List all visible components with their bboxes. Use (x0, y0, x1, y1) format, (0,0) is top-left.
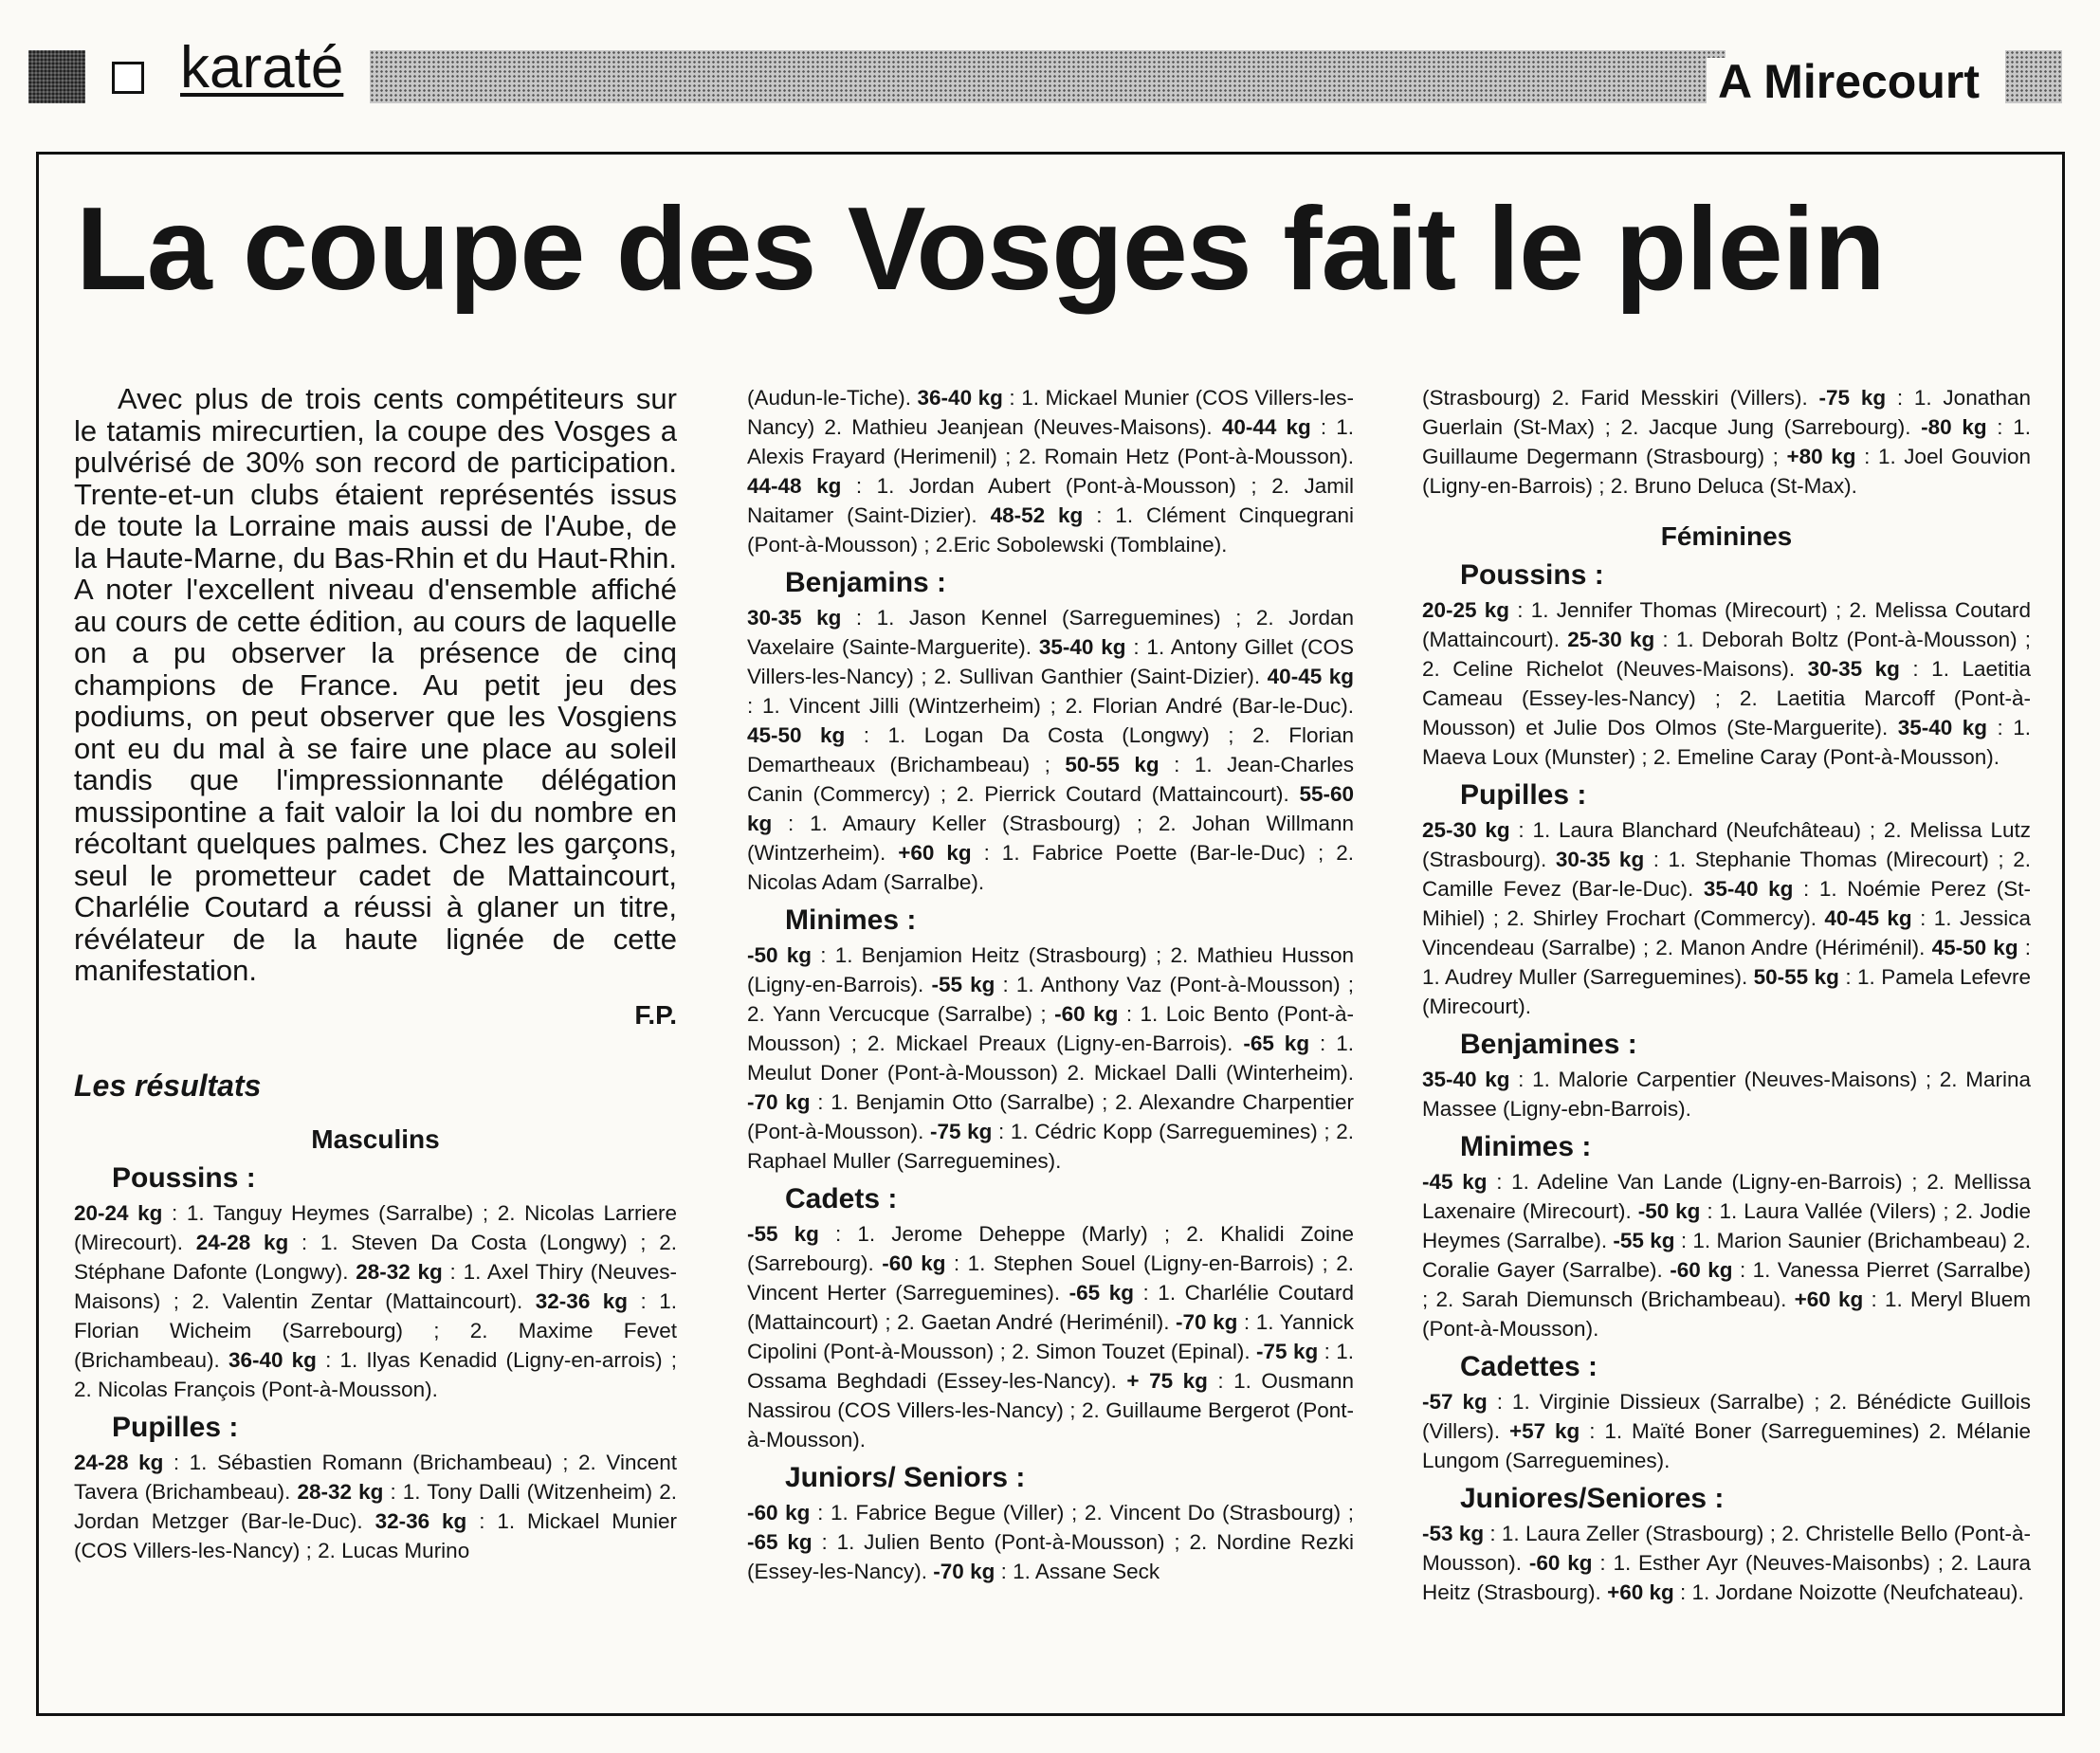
results-paragraph (1422, 1387, 2031, 1475)
results-text: : 1. Ousmann Nassirou (COS Villers-les-Nancy) ; 2. Guillaume Bergerot (Pont-à-Mousson). (747, 1369, 1354, 1452)
weight-class: 32-36 kg (374, 1508, 467, 1533)
weight-class: -53 kg (1422, 1522, 1485, 1545)
results-paragraph (747, 1498, 1354, 1586)
results-text: : 1. Alexis Frayard (Herimenil) ; 2. Romain Hetz (Pont-à-Mousson). (747, 415, 1355, 468)
results-text: : 1. Virginie Dissieux (Sarralbe) ; 2. Bénédicte Guillois (Villers). (1422, 1390, 2032, 1443)
results-text: : 1. Jean-Charles Canin (Commercy) ; 2. Pierrick Coutard (Mattaincourt). (747, 753, 1354, 806)
weight-class: -50 kg (1637, 1199, 1701, 1223)
section-title: karaté (180, 35, 344, 100)
weight-class: 35-40 kg (1422, 1068, 1510, 1091)
weight-class: 30-35 kg (1555, 848, 1645, 871)
header-square-ornament (28, 50, 85, 103)
results-text: : 1. Jennifer Thomas (Mirecourt) ; 2. Melissa Coutard (Mattaincourt). (1422, 598, 2031, 651)
age-group-heading: Minimes : (1460, 1131, 1592, 1162)
results-paragraph (1422, 815, 2031, 1021)
weight-class: 40-44 kg (1221, 415, 1311, 439)
weight-class: +60 kg (898, 841, 972, 865)
weight-class: 36-40 kg (228, 1347, 317, 1372)
age-group-heading: Pupilles : (1460, 779, 1587, 811)
results-text: : 1. Jessica Vincendeau (Sarralbe) ; 2. Manon Andre (Hériménil). (1422, 906, 2031, 959)
results-text: : 1. Laura Blanchard (Neufchâteau) ; 2. Melissa Lutz (Strasbourg). (1422, 818, 2032, 871)
results-text: : 1. Mickael Munier (COS Villers-les-Nancy) ; 2. Lucas Murino (74, 1508, 677, 1562)
column-1 (74, 383, 677, 1565)
weight-class: -65 kg (1243, 1032, 1310, 1055)
results-text: : 1. Meulut Doner (Pont-à-Mousson) 2. Mickael Dalli (Winterheim). (747, 1032, 1354, 1085)
results-text: : 1. Noémie Perez (St-Mihiel) ; 2. Shirley Frochart (Commercy). (1422, 877, 2031, 930)
results-text: (Strasbourg) 2. Farid Messkiri (Villers). (1422, 386, 1819, 410)
age-group-heading: Benjamins : (785, 567, 947, 598)
results-text: : 1. Florian Wicheim (Sarrebourg) ; 2. Maxime Fevet (Brichambeau). (74, 1288, 677, 1372)
results-text: : 1. Laetitia Cameau (Essey-les-Nancy) ; 2. Laetitia Marcoff (Pont-à-Mousson) et Julie Dos Olmos (Ste-Marguerite). (1422, 657, 2031, 740)
age-group-heading: Juniores/Seniores : (1460, 1483, 1725, 1514)
results-text: : 1. Clément Cinquegrani (Pont-à-Mousson) ; 2.Eric Sobolewski (Tomblaine). (747, 503, 1355, 557)
weight-class: 30-35 kg (1807, 657, 1900, 681)
header-halftone-band (370, 50, 1726, 103)
weight-class: 24-28 kg (195, 1230, 289, 1254)
checkbox-icon (112, 62, 144, 94)
results-text: : 1. Cédric Kopp (Sarreguemines) ; 2. Raphael Muller (Sarreguemines). (747, 1120, 1355, 1173)
results-text: : 1. Sébastien Romann (Brichambeau) ; 2. Vincent Tavera (Brichambeau). (74, 1450, 677, 1504)
weight-class: 36-40 kg (917, 386, 1003, 410)
weight-class: -60 kg (882, 1251, 946, 1275)
results-text: : 1. Anthony Vaz (Pont-à-Mousson) ; 2. Yann Vercucque (Sarralbe) ; (747, 973, 1354, 1026)
results-text: : 1. Logan Da Costa (Longwy) ; 2. Florian Demartheaux (Brichambeau) ; (747, 723, 1354, 776)
weight-class: -60 kg (747, 1501, 811, 1525)
results-text: : 1. Jordane Noizotte (Neufchateau). (1673, 1580, 2024, 1604)
age-group-heading: Juniors/ Seniors : (785, 1462, 1026, 1493)
results-text: : 1. Guillaume Degermann (Strasbourg) ; (1422, 415, 2031, 468)
weight-class: -55 kg (931, 973, 995, 996)
weight-class: 45-50 kg (747, 723, 846, 747)
weight-class: 25-30 kg (1567, 628, 1655, 651)
weight-class: 45-50 kg (1931, 936, 2018, 959)
results-paragraph (747, 603, 1354, 897)
weight-class: -45 kg (1422, 1170, 1488, 1194)
results-text: : 1. Stephen Souel (Ligny-en-Barrois) ; 2. Vincent Herter (Sarreguemines). (747, 1251, 1354, 1305)
weight-class: + 75 kg (1126, 1369, 1208, 1393)
results-text: : 1. Loic Bento (Pont-à-Mousson) ; 2. Mickael Preaux (Ligny-en-Barrois). (747, 1002, 1354, 1055)
results-paragraph (747, 383, 1354, 559)
results-paragraph (1422, 383, 2031, 501)
section-header-bar (28, 35, 2062, 111)
results-text: : 1. Mickael Munier (COS Villers-les-Nancy) 2. Mathieu Jeanjean (Neuves-Maisons). (747, 386, 1355, 439)
results-text: : 1. Axel Thiry (Neuves-Maisons) ; 2. Valentin Zentar (Mattaincourt). (74, 1259, 678, 1313)
results-text: : 1. Steven Da Costa (Longwy) ; 2. Stéphane Dafonte (Longwy). (74, 1230, 678, 1284)
article-headline: La coupe des Vosges fait le plein (76, 184, 1885, 315)
weight-class: -60 kg (1054, 1002, 1119, 1026)
results-text: : 1. Yannick Cipolini (Pont-à-Mousson) ; 2. Simon Touzet (Epinal). (747, 1310, 1354, 1363)
results-text: : 1. Fabrice Poette (Bar-le-Duc) ; 2. Nicolas Adam (Sarralbe). (747, 841, 1354, 894)
results-text: : 1. Tony Dalli (Witzenheim) 2. Jordan Metzger (Bar-le-Duc). (74, 1479, 678, 1533)
weight-class: -65 kg (1068, 1281, 1134, 1305)
age-group-heading: Minimes : (785, 904, 917, 936)
results-text: : 1. Julien Bento (Pont-à-Mousson) ; 2. Nordine Rezki (Essey-les-Nancy). (747, 1530, 1354, 1583)
results-paragraph (1422, 595, 2031, 772)
weight-class: 32-36 kg (535, 1288, 629, 1313)
results-paragraph (1422, 1167, 2031, 1343)
weight-class: 40-45 kg (1267, 665, 1355, 688)
age-group-heading: Benjamines : (1460, 1029, 1637, 1060)
weight-class: 35-40 kg (1038, 635, 1126, 659)
results-paragraph (747, 940, 1354, 1176)
results-text: : 1. Ossama Beghdadi (Essey-les-Nancy). (747, 1340, 1354, 1393)
results-text: : 1. Assane Seck (995, 1560, 1160, 1583)
weight-class: -75 kg (929, 1120, 993, 1143)
column-3 (1422, 383, 2031, 1607)
results-text: : 1. Maïté Boner (Sarreguemines) 2. Mélanie Lungom (Sarreguemines). (1422, 1419, 2031, 1472)
weight-class: -75 kg (1256, 1340, 1319, 1363)
results-paragraph (747, 1219, 1354, 1454)
weight-class: 28-32 kg (297, 1479, 384, 1504)
age-group-heading: Cadets : (785, 1183, 898, 1214)
results-text: : 1. Vanessa Pierret (Sarralbe) ; 2. Sarah Diemunsch (Brichambeau). (1422, 1258, 2032, 1311)
weight-class: 44-48 kg (747, 474, 842, 498)
results-text: : 1. Pamela Lefevre (Mirecourt). (1422, 965, 2031, 1018)
weight-class: 55-60 kg (747, 782, 1354, 835)
header-halftone-end (2005, 50, 2062, 103)
results-text: (Audun-le-Tiche). (747, 386, 918, 410)
results-paragraph (1422, 1519, 2031, 1607)
weight-class: -80 kg (1921, 415, 1987, 439)
weight-class: -55 kg (747, 1222, 819, 1246)
results-text: : 1. Stephanie Thomas (Mirecourt) ; 2. Camille Fevez (Bar-le-Duc). (1422, 848, 2031, 901)
weight-class: 35-40 kg (1897, 716, 1988, 740)
weight-class: 20-24 kg (74, 1200, 163, 1225)
weight-class: -65 kg (747, 1530, 813, 1554)
results-text: : 1. Ilyas Kenadid (Ligny-en-arrois) ; 2. Nicolas François (Pont-à-Mousson). (74, 1347, 677, 1401)
results-paragraph (74, 1198, 677, 1404)
results-text: : 1. Laura Vallée (Vilers) ; 2. Jodie Heymes (Sarralbe). (1422, 1199, 2031, 1252)
weight-class: 20-25 kg (1422, 598, 1510, 622)
results-text: : 1. Maeva Loux (Munster) ; 2. Emeline Caray (Pont-à-Mousson). (1422, 716, 2031, 769)
results-text: : 1. Jordan Aubert (Pont-à-Mousson) ; 2. Jamil Naitamer (Saint-Dizier). (747, 474, 1354, 527)
results-text: : 1. Jason Kennel (Sarreguemines) ; 2. Jordan Vaxelaire (Sainte-Marguerite). (747, 606, 1354, 659)
results-text: : 1. Marion Saunier (Brichambeau) 2. Coralie Gayer (Sarralbe). (1422, 1229, 2032, 1282)
weight-class: -70 kg (747, 1090, 811, 1114)
age-group-heading: Cadettes : (1460, 1351, 1598, 1382)
weight-class: 40-45 kg (1824, 906, 1912, 930)
results-text: : 1. Benjamin Otto (Sarralbe) ; 2. Alexandre Charpentier (Pont-à-Mousson). (747, 1090, 1354, 1143)
weight-class: -75 kg (1818, 386, 1887, 410)
results-text: : 1. Adeline Van Lande (Ligny-en-Barrois) ; 2. Mellissa Laxenaire (Mirecourt). (1422, 1170, 2031, 1223)
results-text: : 1. Vincent Jilli (Wintzerheim) ; 2. Florian André (Bar-le-Duc). (747, 694, 1354, 718)
results-text: : 1. Benjamion Heitz (Strasbourg) ; 2. Mathieu Husson (Ligny-en-Barrois). (747, 943, 1354, 996)
results-text: : 1. Jonathan Guerlain (St-Max) ; 2. Jacque Jung (Sarrebourg). (1422, 386, 2032, 439)
results-text: : 1. Charlélie Coutard (Mattaincourt) ; 2. Gaetan André (Heriménil). (747, 1281, 1354, 1334)
weight-class: 25-30 kg (1422, 818, 1510, 842)
results-category-heading: Féminines (1660, 521, 1793, 551)
location-label: A Mirecourt (1707, 58, 1991, 105)
age-group-heading: Pupilles : (112, 1411, 239, 1443)
weight-class: 50-55 kg (1065, 753, 1160, 776)
weight-class: 48-52 kg (990, 503, 1084, 527)
weight-class: 28-32 kg (356, 1259, 443, 1284)
article-intro: Avec plus de trois cents compétiteurs sur le tatamis mirecurtien, la coupe des Vosges a pulvérisé de 30% son record de participation. Trente-et-un clubs étaient représentés issus de toute la Lorraine mais aussi de l'Aube, de la Haute-Marne, du Bas-Rhin et du Haut-Rhin. A noter l'excellent niveau d'ensemble affiché au cours de cette édition, au cours de laquelle on a pu observer la présence de cinq champions de France. Au petit jeu des podiums, on peut observer que les Vosgiens ont eu du mal à se faire une place au soleil tandis que l'impressionnante délégation mussipontine a fait valoir la loi du nombre en récoltant quelques palmes. Chez les garçons, seul le prometteur cadet de Mattaincourt, Charlélie Coutard a réussi à glaner un titre, révélateur de la haute lignée de cette manifestation. (74, 382, 677, 987)
results-text: : 1. Jerome Deheppe (Marly) ; 2. Khalidi Zoine (Sarrebourg). (747, 1222, 1354, 1275)
results-text: : 1. Esther Ayr (Neuves-Maisonbs) ; 2. Laura Heitz (Strasbourg). (1422, 1551, 2032, 1604)
results-text: : 1. Joel Gouvion (Ligny-en-Barrois) ; 2. Bruno Deluca (St-Max). (1422, 445, 2031, 498)
weight-class: 24-28 kg (74, 1450, 164, 1474)
results-text: : 1. Audrey Muller (Sarreguemines). (1422, 936, 2031, 989)
weight-class: -70 kg (1176, 1310, 1238, 1334)
results-text: : 1. Antony Gillet (COS Villers-les-Nancy) ; 2. Sullivan Ganthier (Saint-Dizier). (747, 635, 1354, 688)
weight-class: -55 kg (1613, 1229, 1675, 1252)
weight-class: -57 kg (1422, 1390, 1488, 1414)
results-text: : 1. Tanguy Heymes (Sarralbe) ; 2. Nicolas Larriere (Mirecourt). (74, 1200, 677, 1254)
weight-class: +80 kg (1786, 445, 1856, 468)
results-text: : 1. Deborah Boltz (Pont-à-Mousson) ; 2. Celine Richelot (Neuves-Maisons). (1422, 628, 2032, 681)
weight-class: +60 kg (1794, 1287, 1864, 1311)
age-group-heading: Poussins : (112, 1161, 256, 1194)
results-title: Les résultats (74, 1068, 262, 1103)
weight-class: -70 kg (933, 1560, 995, 1583)
weight-class: +60 kg (1607, 1580, 1674, 1604)
column-2 (747, 383, 1354, 1586)
results-text: : 1. Meryl Bluem (Pont-à-Mousson). (1422, 1287, 2031, 1341)
results-category-heading: Masculins (311, 1123, 440, 1154)
weight-class: -50 kg (747, 943, 812, 967)
author-signature: F.P. (634, 999, 677, 1030)
weight-class: -60 kg (1670, 1258, 1733, 1282)
weight-class: 50-55 kg (1753, 965, 1839, 989)
weight-class: +57 kg (1508, 1419, 1580, 1443)
results-paragraph (74, 1448, 677, 1565)
results-text: : 1. Amaury Keller (Strasbourg) ; 2. Johan Willmann (Wintzerheim). (747, 812, 1354, 865)
results-paragraph (1422, 1065, 2031, 1123)
weight-class: -60 kg (1528, 1551, 1593, 1575)
results-text: : 1. Malorie Carpentier (Neuves-Maisons) ; 2. Marina Massee (Ligny-ebn-Barrois). (1422, 1068, 2031, 1121)
weight-class: 35-40 kg (1703, 877, 1794, 901)
results-text: : 1. Fabrice Begue (Viller) ; 2. Vincent Do (Strasbourg) ; (810, 1501, 1355, 1525)
age-group-heading: Poussins : (1460, 559, 1604, 591)
results-text: : 1. Laura Zeller (Strasbourg) ; 2. Christelle Bello (Pont-à-Mousson). (1422, 1522, 2031, 1575)
weight-class: 30-35 kg (747, 606, 842, 630)
